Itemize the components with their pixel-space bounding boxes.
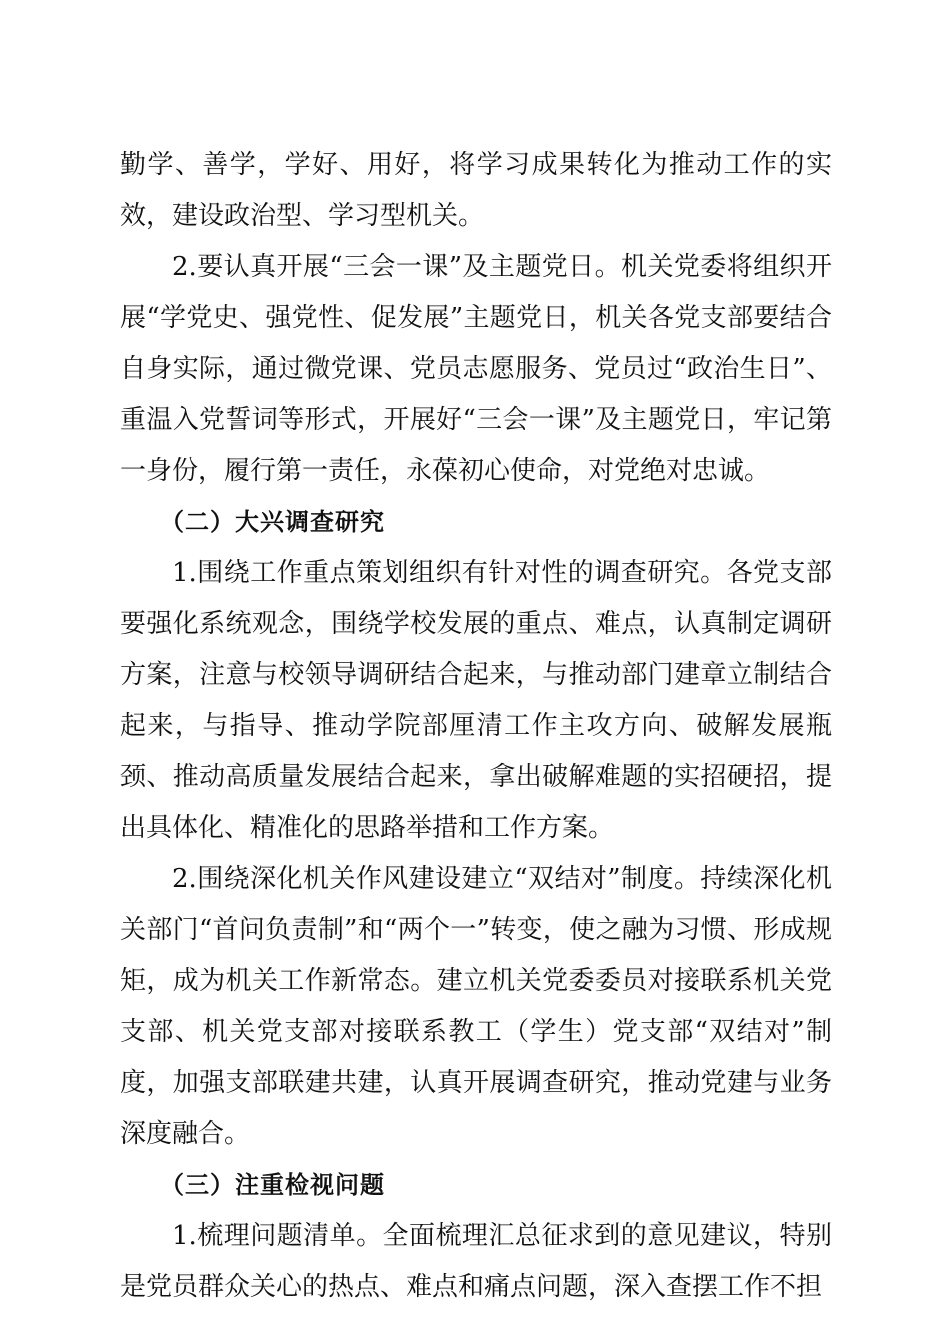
document-page — [120, 140, 832, 1313]
paragraph-continuation: 勤学、善学，学好、用好，将学习成果转化为推动工作的实效，建设政治型、学习型机关。 — [120, 150, 832, 231]
paragraph-double-pairing: 2.围绕深化机关作风建设建立“双结对”制度。持续深化机关部门“首问负责制”和“两个一”转变，使之融为习惯、形成规矩，成为机关工作新常态。建立机关党委委员对接联系机关党支部、机关党支部对接联系教工（学生）党支部“双结对”制度，加强支部联建共建，认真开展调查研究，推动党建与业务深度融合。 — [120, 864, 832, 1149]
paragraph-three-meetings: 2.要认真开展“三会一课”及主题党日。机关党委将组织开展“学党史、强党性、促发展”主题党日，机关各党支部要结合自身实际，通过微党课、党员志愿服务、党员过“政治生日”、重温入党誓词等形式，开展好“三会一课”及主题党日，牢记第一身份，履行第一责任，永葆初心使命，对党绝对忠诚。 — [120, 252, 832, 486]
paragraph-research-focus: 1.围绕工作重点策划组织有针对性的调查研究。各党支部要强化系统观念，围绕学校发展的重点、难点，认真制定调研方案，注意与校领导调研结合起来，与推动部门建章立制结合起来，与指导、推动学院部厘清工作主攻方向、破解发展瓶颈、推动高质量发展结合起来，拿出破解难题的实招硬招，提出具体化、精准化的思路举措和工作方案。 — [120, 558, 832, 843]
section-heading-research: （二）大兴调查研究 — [160, 508, 385, 536]
paragraph-problem-list: 1.梳理问题清单。全面梳理汇总征求到的意见建议，特别是党员群众关心的热点、难点和痛点问题，深入查摆工作不担 — [120, 1221, 832, 1302]
section-heading-problems: （三）注重检视问题 — [160, 1171, 385, 1199]
